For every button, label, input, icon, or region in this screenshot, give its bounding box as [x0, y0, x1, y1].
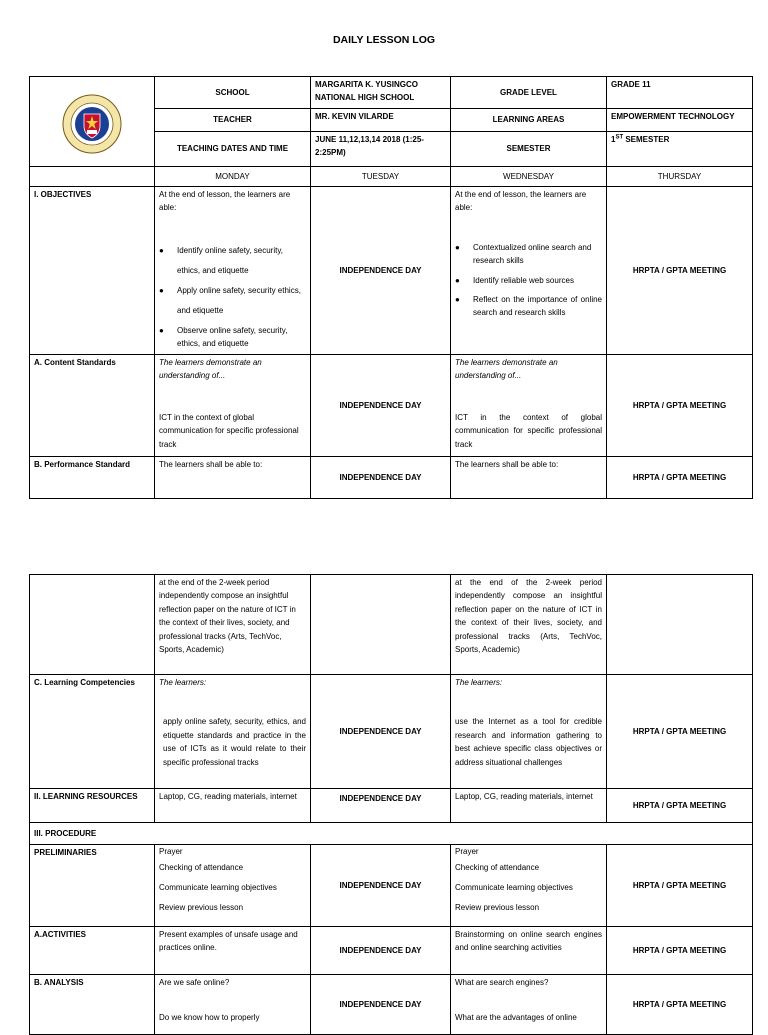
prelim-item: Prayer: [159, 847, 183, 856]
prelim-item: Communicate learning objectives: [455, 883, 573, 893]
learning-resources-label: II. LEARNING RESOURCES: [30, 789, 155, 823]
teacher-value: MR. KEVIN VILARDE: [311, 109, 451, 132]
learning-competencies-label: C. Learning Competencies: [30, 675, 155, 789]
teacher-label: TEACHER: [155, 109, 311, 132]
tuesday-holiday: INDEPENDENCE DAY: [311, 927, 451, 975]
tuesday-holiday: INDEPENDENCE DAY: [311, 845, 451, 927]
analysis-question: What are search engines?: [455, 978, 549, 987]
tuesday-holiday: INDEPENDENCE DAY: [311, 975, 451, 1035]
thursday-meeting: HRPTA / GPTA MEETING: [607, 187, 753, 355]
tuesday-holiday: INDEPENDENCE DAY: [311, 355, 451, 457]
analysis-question: Are we safe online?: [159, 978, 230, 987]
thursday-meeting: HRPTA / GPTA MEETING: [607, 975, 753, 1035]
thursday-meeting: HRPTA / GPTA MEETING: [607, 675, 753, 789]
objective-item: ● Apply online safety, security ethics, and etiquette: [159, 281, 306, 321]
competencies-intro: The learners:: [455, 678, 503, 687]
lesson-log-table-top: [29, 76, 753, 499]
day-header-wednesday: WEDNESDAY: [451, 167, 607, 187]
objective-item: ● Observe online safety, security, ethics, and etiquette: [159, 324, 306, 351]
learning-areas-label: LEARNING AREAS: [451, 109, 607, 132]
semester-value: [607, 132, 753, 167]
competencies-monday: [155, 675, 311, 789]
content-intro: The learners demonstrate an understanding of...: [159, 358, 262, 381]
day-header-tuesday: TUESDAY: [311, 167, 451, 187]
grade-level-label: GRADE LEVEL: [451, 77, 607, 109]
thursday-meeting: HRPTA / GPTA MEETING: [607, 789, 753, 823]
preliminaries-monday: [155, 845, 311, 927]
procedure-label: III. PROCEDURE: [30, 823, 753, 845]
preliminaries-label: PRELIMINARIES: [30, 845, 155, 927]
prelim-item: Communicate learning objectives: [159, 883, 277, 893]
prelim-item: Review previous lesson: [159, 903, 244, 913]
tuesday-holiday: INDEPENDENCE DAY: [311, 789, 451, 823]
objectives-wednesday: [451, 187, 607, 355]
content-intro: The learners demonstrate an understanding of...: [455, 358, 558, 381]
semester-sup: ST: [615, 134, 624, 141]
tuesday-holiday: INDEPENDENCE DAY: [311, 457, 451, 499]
school-value: MARGARITA K. YUSINGCO NATIONAL HIGH SCHOOL: [311, 77, 451, 109]
objective-item: ● Identify online safety, security, ethics, and etiquette: [159, 241, 306, 281]
content-standards-label: A. Content Standards: [30, 355, 155, 457]
thursday-meeting: HRPTA / GPTA MEETING: [607, 845, 753, 927]
semester-num: 1: [611, 135, 616, 144]
school-label: SCHOOL: [155, 77, 311, 109]
teaching-dates-value: JUNE 11,12,13,14 2018 (1:25-2:25PM): [311, 132, 451, 167]
activities-label: A.ACTIVITIES: [30, 927, 155, 975]
content-body: ICT in the context of global communication for specific professional track: [159, 412, 299, 449]
document-title: DAILY LESSON LOG: [332, 34, 436, 46]
competencies-body: apply online safety, security, ethics, and etiquette standards and practice in the use of ICTs as it would relate to their specific professional tracks: [163, 717, 306, 767]
activities-wednesday: Brainstorming on online search engines and online searching activities: [451, 927, 607, 975]
analysis-wednesday: [451, 975, 607, 1035]
teaching-dates-label: TEACHING DATES AND TIME: [155, 132, 311, 167]
prelim-item: Checking of attendance: [159, 863, 244, 873]
performance-intro-monday: The learners shall be able to:: [155, 457, 311, 499]
thursday-meeting: HRPTA / GPTA MEETING: [607, 927, 753, 975]
performance-body-wednesday: at the end of the 2-week period independently compose an insightful reflection paper on the nature of ICT in the context of their lives, society, and professional tracks (Arts, TechVoc, Sports, Academic): [451, 575, 607, 675]
tuesday-holiday: INDEPENDENCE DAY: [311, 187, 451, 355]
analysis-question: What are the advantages of online: [455, 1013, 577, 1023]
day-header-monday: MONDAY: [155, 167, 311, 187]
objective-item: ● Identify reliable web sources: [455, 274, 602, 287]
prelim-item: Checking of attendance: [455, 863, 540, 873]
grade-level-value: GRADE 11: [607, 77, 753, 109]
prelim-item: Review previous lesson: [455, 903, 540, 913]
activities-monday: Present examples of unsafe usage and practices online.: [155, 927, 311, 975]
thursday-meeting: HRPTA / GPTA MEETING: [607, 355, 753, 457]
performance-intro-wednesday: The learners shall be able to:: [451, 457, 607, 499]
analysis-monday: [155, 975, 311, 1035]
semester-label: SEMESTER: [451, 132, 607, 167]
objectives-label: I. OBJECTIVES: [30, 187, 155, 355]
performance-body-monday: at the end of the 2-week period independently compose an insightful reflection paper on the nature of ICT in the context of their lives, society, and professional tracks (Arts, TechVoc, Sports, Academic): [155, 575, 311, 675]
objectives-intro: At the end of lesson, the learners are able:: [455, 190, 587, 213]
semester-text: SEMESTER: [623, 135, 670, 144]
learning-areas-value: EMPOWERMENT TECHNOLOGY: [607, 109, 753, 132]
competencies-intro: The learners:: [159, 678, 207, 687]
content-standards-wednesday: [451, 355, 607, 457]
content-body: ICT in the context of global communication for specific professional track: [455, 412, 602, 449]
objective-item: ● Reflect on the importance of online search and research skills: [455, 293, 602, 320]
deped-seal-cell: [30, 77, 155, 167]
competencies-body: use the Internet as a tool for credible research and information gathering to best achieve specific class objectives or address situational challenges: [455, 717, 602, 767]
preliminaries-wednesday: [451, 845, 607, 927]
analysis-question: Do we know how to properly: [159, 1013, 260, 1023]
objectives-intro: At the end of lesson, the learners are able:: [159, 190, 291, 213]
deped-seal-icon: [62, 94, 122, 154]
resources-wednesday: Laptop, CG, reading materials, internet: [451, 789, 607, 823]
objectives-monday: [155, 187, 311, 355]
tuesday-holiday: INDEPENDENCE DAY: [311, 675, 451, 789]
day-header-thursday: THURSDAY: [607, 167, 753, 187]
competencies-wednesday: [451, 675, 607, 789]
resources-monday: Laptop, CG, reading materials, internet: [155, 789, 311, 823]
performance-standard-label: B. Performance Standard: [30, 457, 155, 499]
analysis-label: B. ANALYSIS: [30, 975, 155, 1035]
thursday-meeting: HRPTA / GPTA MEETING: [607, 457, 753, 499]
lesson-log-table-continued: [29, 574, 753, 1035]
content-standards-monday: [155, 355, 311, 457]
prelim-item: Prayer: [455, 847, 479, 856]
objective-item: ● Contextualized online search and research skills: [455, 241, 602, 268]
